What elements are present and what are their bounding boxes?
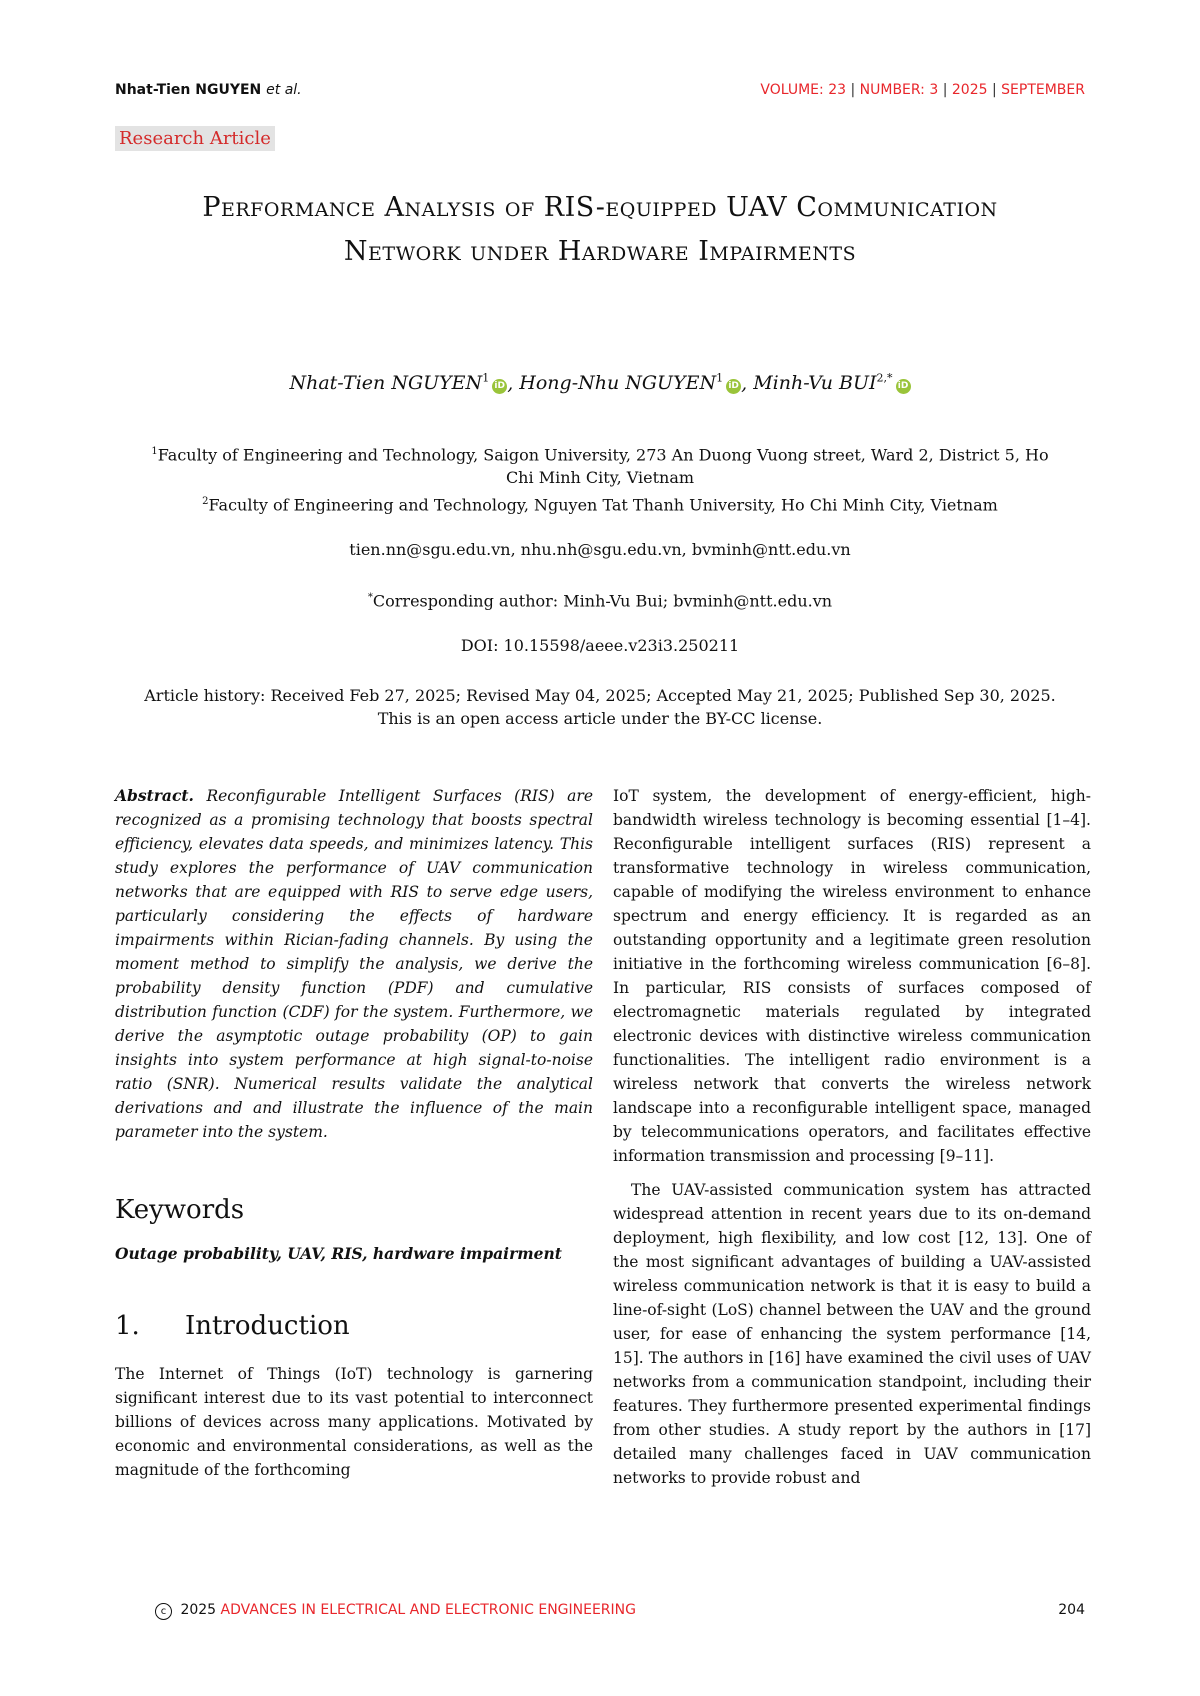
paper-title: [0, 186, 1200, 274]
issue-separator: |: [942, 82, 948, 98]
author-list: Nhat-Tien NGUYEN$^1$iD , Hong-Nhu NGUYEN$^1$iD , Minh-Vu $BUI^{2,*}iD$: [0, 372, 1200, 394]
orcid-icon[interactable]: iD: [896, 379, 911, 394]
section-number: 1.: [115, 1311, 140, 1341]
affiliation-1-text: Faculty of Engineering and Technology, Saigon University, 273 An Duong Vuong street, Ward 2, District 5, Ho Chi Minh City, Vietnam: [157, 445, 1049, 488]
doi[interactable]: DOI: 10.15598/aeee.v23i3.250211: [460, 636, 740, 655]
footer-journal-name: ADVANCES IN ELECTRICAL AND ELECTRONIC ENGINEERING: [220, 1602, 636, 1618]
affiliation-2: $^2$Faculty of Engineering and Technology, Nguyen Tat Thanh University, Ho Chi Minh City, Vietnam: [202, 495, 998, 515]
affiliation-1: $^1$Faculty of Engineering and Technology, Saigon University, 273 An Duong Vuong street, Ward 2, District 5, Ho Chi Minh City, Vietnam: [151, 445, 1049, 488]
orcid-icon[interactable]: iD: [492, 379, 507, 394]
section-heading-introduction: [115, 1311, 593, 1341]
section-title: Introduction: [185, 1311, 350, 1341]
running-author-etal: et al.: [266, 82, 302, 98]
issue-number: NUMBER: 3: [859, 82, 939, 98]
issue-month: SEPTEMBER: [1001, 82, 1085, 98]
issue-volume: VOLUME: 23: [760, 82, 847, 98]
corresponding-author: *Corresponding author: Minh-Vu Bui; bvminh@ntt.edu.vn: [367, 591, 833, 611]
affiliation-2-text: Faculty of Engineering and Technology, Nguyen Tat Thanh University, Ho Chi Minh City, Vietnam: [208, 495, 998, 515]
intro-paragraph: The Internet of Things (IoT) technology is garnering significant interest due to its vast potential to interconnect billions of devices across many applications. Motivated by economic and environmental considerations, as well as the magnitude of the forthcoming: [115, 1365, 593, 1479]
author-emails[interactable]: tien.nn@sgu.edu.vn, nhu.nh@sgu.edu.vn, bvminh@ntt.edu.vn: [349, 540, 851, 559]
author-3[interactable]: Minh-Vu $BUI^{2,*}$: [753, 372, 893, 395]
article-history: Article history: Received Feb 27, 2025; Revised May 04, 2025; Accepted May 21, 2025; Published Sep 30, 2025.: [144, 686, 1056, 705]
article-type-badge: Research Article: [115, 126, 275, 151]
keywords-text: Outage probability, UAV, RIS, hardware impairment: [115, 1244, 562, 1263]
paper-title-text: Performance Analysis of RIS-equipped UAV Communication Network under Hardware Impairments: [202, 192, 998, 267]
orcid-icon[interactable]: iD: [726, 379, 741, 394]
running-author-name: Nhat-Tien NGUYEN: [115, 82, 262, 98]
right-column: [613, 784, 1091, 1500]
issue-year: 2025: [951, 82, 988, 98]
running-author: [115, 82, 302, 98]
copyright-icon: c: [155, 1603, 172, 1620]
page-number: 204: [1058, 1602, 1085, 1618]
body-paragraph: The UAV-assisted communication system has attracted widespread attention in recent years due to its on-demand deployment, high flexibility, and low cost [12, 13]. One of the most significant advantages of building a UAV-assisted wireless communication network is that it is easy to build a line-of-sight (LoS) channel between the UAV and the ground user, for ease of enhancing the system performance [14, 15]. The authors in [16] have examined the civil uses of UAV networks from a communication standpoint, including their features. They furthermore presented experimental findings from other studies. A study report by the authors in [17] detailed many challenges faced in UAV communication networks to provide robust and: [613, 1181, 1091, 1487]
issue-separator: |: [991, 82, 997, 98]
issue-separator: |: [850, 82, 856, 98]
abstract: [115, 784, 593, 1144]
abstract-label: Abstract.: [115, 786, 194, 805]
abstract-text: Reconfigurable Intelligent Surfaces (RIS) are recognized as a promising technology that boosts spectral efficiency, elevates data speeds, and minimizes latency. This study explores the performance of UAV communication networks that are equipped with RIS to serve edge users, particularly considering the effects of hardware impairments within Rician-fading channels. By using the moment method to simplify the analysis, we derive the probability density function (PDF) and cumulative distribution function (CDF) for the system. Furthermore, we derive the asymptotic outage probability (OP) to gain insights into system performance at high signal-to-noise ratio (SNR). Numerical results validate the analytical derivations and and illustrate the influence of the main parameter into the system.: [115, 787, 593, 1141]
left-column: [115, 784, 593, 1492]
body-paragraph: IoT system, the development of energy-efficient, high-bandwidth wireless technology is becoming essential [1–4]. Reconfigurable intelligent surfaces (RIS) represent a transformative technology in wireless communication, capable of modifying the wireless environment to enhance spectrum and energy efficiency. It is regarded as an outstanding opportunity and a legitimate green resolution initiative in the forthcoming wireless communication [6–8]. In particular, RIS consists of surfaces composed of electromagnetic materials regulated by integrated electronic devices with distinctive wireless communication functionalities. The intelligent radio environment is a wireless network that converts the wireless network landscape into a reconfigurable intelligent space, managed by telecommunications operators, and facilitates effective information transmission and processing [9–11].: [613, 787, 1091, 1165]
footer-year: 2025: [180, 1602, 217, 1618]
author-1[interactable]: Nhat-Tien NGUYEN$^1$: [289, 372, 490, 395]
issue-info: [760, 82, 1085, 98]
license-statement: This is an open access article under the BY-CC license.: [377, 709, 823, 728]
footer-journal: [155, 1602, 636, 1620]
author-2[interactable]: Hong-Nhu NGUYEN$^1$: [519, 372, 724, 395]
keywords-heading: Keywords: [115, 1195, 245, 1225]
